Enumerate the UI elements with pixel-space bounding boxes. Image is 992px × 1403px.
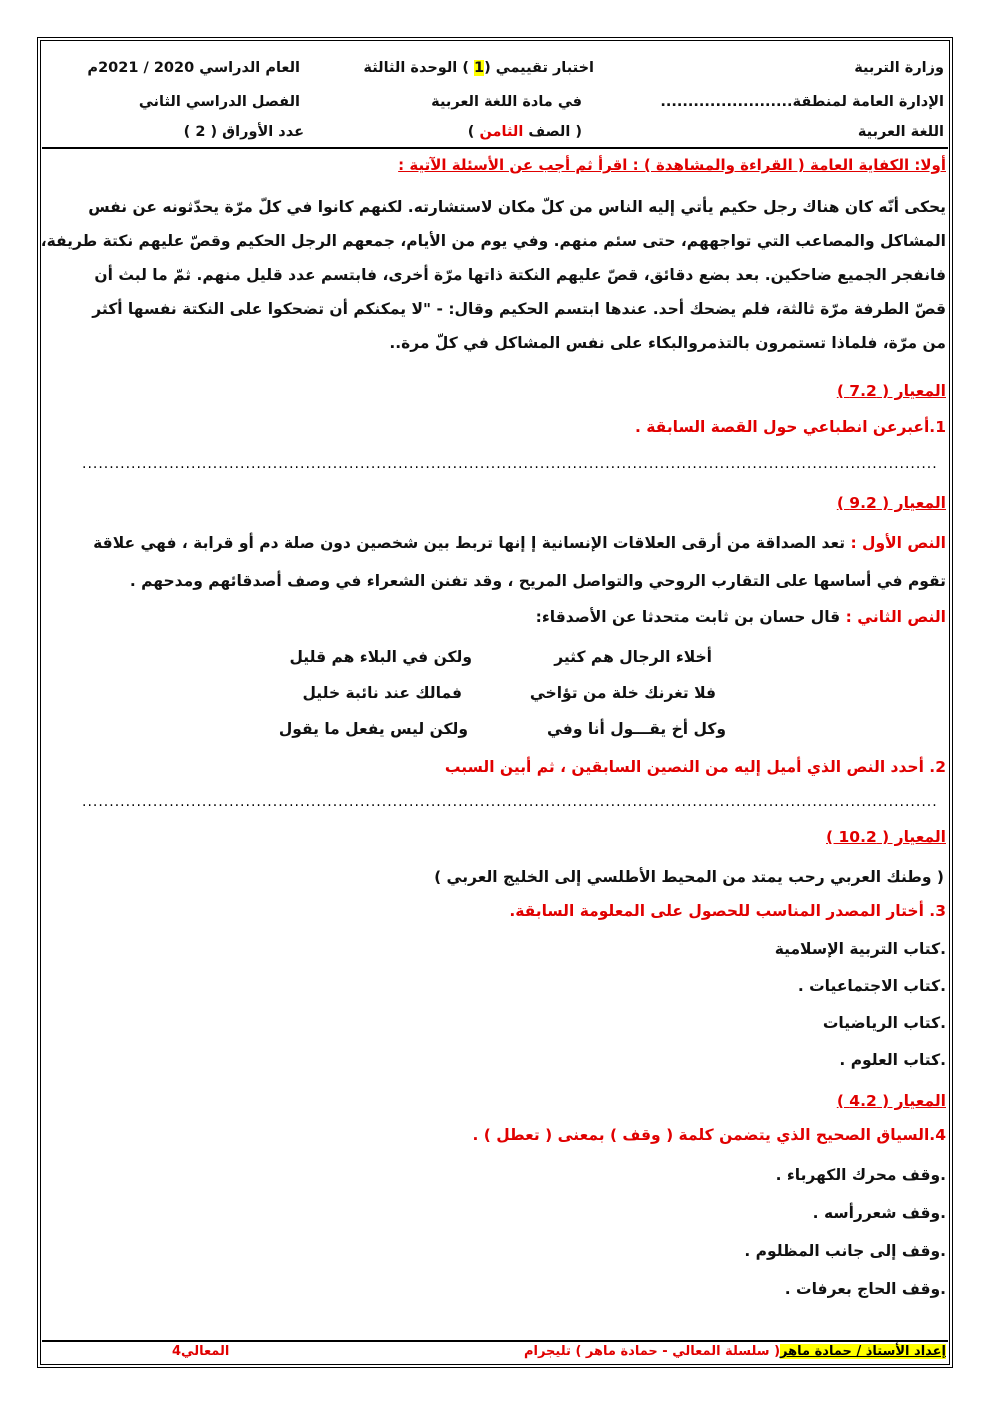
quoted-statement: ( وطنك العربي رحب يمتد من المحيط الأطلسي إلى الخليج العربي ) — [434, 868, 944, 886]
text-one-label: النص الأول : — [850, 534, 946, 552]
text-one-line-2: تقوم في أساسها على التقارب الروحي والتواصل المريح ، وقد تفنن الشعراء في وصف أصدقائهم ومدحهم . — [129, 572, 946, 590]
story-line: قصّ الطرفة مرّة ثالثة، فلم يضحك أحد. عندها ابتسم الحكيم وقال: - "لا يمكنكم أن تضحكوا على النكتة نفسها أكثر — [92, 300, 946, 318]
option-item[interactable]: .وقف محرك الكهرباء . — [775, 1166, 946, 1184]
grade-name: الثامن — [479, 124, 524, 140]
answer-line-2[interactable]: ............................................................................................................................................................. — [82, 794, 938, 810]
story-line: من مرّة، فلماذا تستمرون بالتذمروالبكاء على نفس المشاكل في كلّ مرة.. — [389, 334, 946, 352]
question-3: 3. أختار المصدر المناسب للحصول على المعلومة السابقة. — [509, 902, 946, 920]
text-two-label: النص الثاني : — [845, 608, 946, 626]
criterion-label: المعيار ( 10.2 ) — [826, 828, 946, 846]
subject-name: اللغة العربية — [857, 124, 944, 140]
story-line: المشاكل والمصاعب التي تواجههم، حتى سئم منهم. وفي يوم من الأيام، جمعهم الرجل الحكيم وقصّ عليهم نكتة طريفة، — [40, 232, 946, 250]
ministry: وزارة التربية — [854, 60, 944, 76]
option-item[interactable]: .كتاب الرياضيات — [822, 1014, 946, 1032]
header-rule — [42, 147, 948, 149]
subject-line: في مادة اللغة العربية — [431, 94, 582, 110]
footer-rule — [42, 1340, 948, 1342]
admin-region: الإدارة العامة لمنطقة........................ — [660, 94, 944, 110]
story-line: يحكى أنّه كان هناك رجل حكيم يأتي إليه الناس من كلّ مكان لاستشارته. لكنهم كانوا في كلّ مرّة يحدّثونه عن نفس — [88, 198, 946, 216]
verse-second-half: فمالك عند نائبة خليل — [302, 684, 462, 702]
footer-tag: المعالي4 — [172, 1344, 230, 1359]
story-paragraph — [40, 190, 946, 360]
options-list — [546, 932, 946, 1080]
text-one: النص الأول : تعد الصداقة من أرقى العلاقات الإنسانية إ إنها تربط بين شخصين دون صلة دم أو قرابة ، فهي علاقة — [93, 534, 946, 552]
school-year: العام الدراسي 2020 / 2021م — [87, 60, 300, 76]
page-count: عدد الأوراق ( 2 ) — [183, 124, 304, 140]
question-4: 4.السياق الصحيح الذي يتضمن كلمة ( وقف ) بمعنى ( تعطل ) . — [472, 1126, 946, 1144]
grade-line: ( الصف الثامن ) — [467, 124, 582, 140]
option-item[interactable]: .كتاب الاجتماعيات . — [797, 977, 946, 995]
question-2: 2. أحدد النص الذي أميل إليه من النصين السابقين ، ثم أبين السبب — [444, 758, 946, 776]
verse-first-half: فلا تغرنك خلة من تؤاخي — [529, 684, 716, 702]
verse-second-half: ولكن ليس يفعل ما يقول — [278, 720, 468, 738]
text-two: النص الثاني : قال حسان بن ثابت متحدثا عن الأصدقاء: — [535, 608, 946, 626]
section-title: أولا: الكفاية العامة ( القراءة والمشاهدة ) : اقرأ ثم أجب عن الأسئلة الآتية : — [398, 156, 946, 174]
verse-first-half: أخلاء الرجال هم كثير — [554, 648, 712, 666]
answer-line-1[interactable]: ............................................................................................................................................................. — [82, 456, 938, 472]
school-term: الفصل الدراسي الثاني — [138, 94, 300, 110]
option-item[interactable]: .وقف إلى جانب المظلوم . — [744, 1242, 946, 1260]
series-name: ( سلسلة المعالي - حمادة ماهر ) تليجرام — [523, 1344, 781, 1359]
question-1: 1.أعبرعن انطباعي حول القصة السابقة . — [634, 418, 946, 436]
verse-second-half: ولكن في البلاء هم قليل — [289, 648, 472, 666]
option-item[interactable]: .كتاب العلوم . — [839, 1051, 946, 1069]
option-item[interactable]: .وقف الحاج بعرفات . — [784, 1280, 946, 1298]
prepared-by: إعداد الأستاذ / حمادة ماهر — [780, 1344, 946, 1359]
option-item[interactable]: .كتاب التربية الإسلامية — [774, 940, 946, 958]
story-line: فانفجر الجميع ضاحكين. بعد بضع دقائق، قصّ عليهم النكتة ذاتها مرّة أخرى، فابتسم عدد قليل منهم. ثمّ ما لبث أن — [94, 266, 946, 284]
criterion-label: المعيار ( 9.2 ) — [836, 494, 946, 512]
options-list — [546, 1158, 946, 1310]
criterion-label: المعيار ( 4.2 ) — [836, 1092, 946, 1110]
criterion-label: المعيار ( 7.2 ) — [836, 382, 946, 400]
footer-credit — [524, 1344, 946, 1359]
exam-title: اختبار تقييمي (1 ) الوحدة الثالثة — [363, 60, 594, 76]
verse-first-half: وكل أخ يقـــول أنا وفي — [546, 720, 726, 738]
exam-number: 1 — [474, 60, 485, 76]
option-item[interactable]: .وقف شعررأسه . — [812, 1204, 946, 1222]
